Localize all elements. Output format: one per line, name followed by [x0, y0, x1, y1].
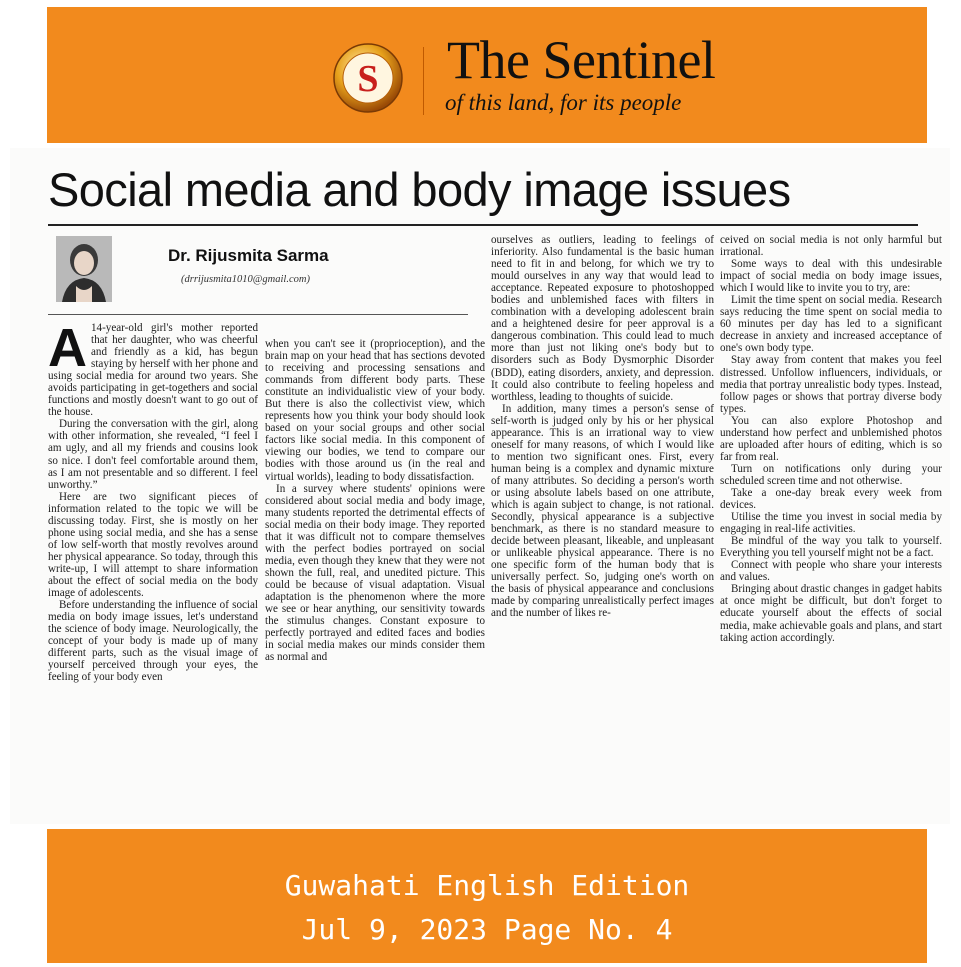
- article-column-3: [491, 234, 714, 820]
- logo-divider: [423, 47, 424, 115]
- masthead-title: The Sentinel: [447, 30, 716, 90]
- drop-cap: A: [48, 322, 87, 378]
- author-photo: [56, 236, 112, 302]
- article-paragraph: Here are two significant pieces of information related to the topic we will be discussing today. First, she is mostly on her phone using social media, and she has a sense of low self-worth that mostly revolves around her physical appearance. So today, through this write-up, I will attempt to share information about the effect of social media on the body image of adolescents.: [48, 490, 258, 600]
- byline: [48, 232, 458, 312]
- article-paragraph: A 14-year-old girl's mother reported that her daughter, who was cheerful and friendly as a kid, has begun staying by herself with her phone and using social media for around two years. She avoids participating in get-togethers and social functions and mostly doesn't want to go out of the house.: [48, 322, 258, 419]
- article-paragraph: Turn on notifications only during your scheduled screen time and not otherwise.: [720, 462, 942, 487]
- article-paragraph: Bringing about drastic changes in gadget habits at once might be difficult, but don't forget to educate yourself about the effects of social media, make achievable goals and plans, and start taking action accordingly.: [720, 583, 942, 644]
- article-paragraph: You can also explore Photoshop and understand how perfect and unblemished photos are uploaded after hours of editing, which is so far from real.: [720, 414, 942, 463]
- article-paragraph: ceived on social media is not only harmful but irrational.: [720, 234, 942, 259]
- article-paragraph: Be mindful of the way you talk to yourself. Everything you tell yourself might not be a fact.: [720, 535, 942, 560]
- article-column-1: [48, 322, 258, 820]
- edition-banner: [47, 829, 927, 963]
- headline-rule: [48, 224, 918, 226]
- author-name: Dr. Rijusmita Sarma: [168, 246, 329, 265]
- masthead-banner: [47, 7, 927, 143]
- masthead-tagline: of this land, for its people: [445, 90, 682, 115]
- article-paragraph: Utilise the time you invest in social media by engaging in real-life activities.: [720, 511, 942, 536]
- article-paragraph: Limit the time spent on social media. Research says reducing the time spent on social media to 60 minutes per day has led to a significant decrease in anxiety and increased acceptance of one's own body type.: [720, 294, 942, 355]
- article-paragraph: Connect with people who share your interests and values.: [720, 559, 942, 584]
- sentinel-logo-icon: [332, 42, 404, 114]
- byline-rule: [48, 314, 468, 315]
- article-clipping: [10, 148, 950, 824]
- article-paragraph: ourselves as outliers, leading to feelings of inferiority. Also fundamental is the basic human need to fit in and belong, for which we try to mould ourselves in any way that would lead to acceptance. Repeated exposure to photoshopped bodies and unblemished faces with filters in combination with a developing adolescent brain and a heightened desire for peer approval is a dangerous combination. This could lead to much more than just not liking one's body but to disorders such as Body Dysmorphic Disorder (BDD), eating disorders, anxiety, and depression. It could also contribute to feeling hopeless and worthless, leading to thoughts of suicide.: [491, 234, 714, 403]
- edition-date-page: Jul 9, 2023 Page No. 4: [301, 913, 673, 946]
- edition-name: Guwahati English Edition: [284, 869, 690, 902]
- article-headline: Social media and body image issues: [48, 163, 791, 216]
- logo-letter: S: [357, 58, 379, 100]
- article-paragraph: Take a one-day break every week from devices.: [720, 486, 942, 512]
- article-paragraph: During the conversation with the girl, along with other information, she revealed, “I feel I am ugly, and all my friends and cousins look so nice. I don't feel comfortable around them, as I am not presentable and so different. I feel unworthy.”: [48, 418, 258, 491]
- article-paragraph: In a survey where students' opinions were considered about social media and body image, many students reported the detrimental effects of social media on their body image. They reported that it was difficult not to compare themselves with the perfect bodies portrayed on social media, even though they knew that they were not shown the full, real, and unedited picture. This could be because of visual adaptation. Visual adaptation is the phenomenon where the more we see or hear anything, our sensitivity towards the stimulus changes. Constant exposure to perfectly portrayed and edited faces and bodies in social media makes our minds consider them as normal and: [265, 482, 485, 664]
- author-email: (drrijusmita1010@gmail.com): [181, 274, 310, 285]
- article-paragraph: In addition, many times a person's sense of self-worth is judged only by his or her physical appearance. This is an irrational way to view oneself for many reasons, of which I would like to mention two significant ones. First, every human being is a complex and dynamic mixture of many attributes. So deciding a person's worth or using absolute labels based on one attribute, which is again subject to change, is not rational. Secondly, physical appearance is a subjective benchmark, as there is no standard measure to decide between pleasant, likeable, and unpleasant or unlikeable physical appearance. There is no one specific form of the human body that is universally perfect. So, judging one's worth on the basis of physical appearance and conclusions made by comparing unrealistically perfect images and the number of likes re-: [491, 402, 714, 620]
- article-column-2: [265, 338, 485, 820]
- article-paragraph: Stay away from content that makes you feel distressed. Unfollow influencers, individuals, or media that portray unrealistic body types. Instead, follow pages or shows that portray diverse body types.: [720, 354, 942, 415]
- article-paragraph: Some ways to deal with this undesirable impact of social media on body image issues, which I would like to invite you to try, are:: [720, 258, 942, 295]
- article-paragraph: Before understanding the influence of social media on body image issues, let's understand the science of body image. Neurologically, the concept of your body is made up of many different parts, such as the visual image of yourself perceived through your eyes, the feeling of your body even: [48, 599, 258, 684]
- article-column-4: [720, 234, 942, 820]
- article-paragraph: when you can't see it (proprioception), and the brain map on your head that has sections devoted to receiving and processing sensations and commands from different body parts. These constitute an individualistic view of your body. But there is also the collectivist view, which represents how you think your body should look based on your social groups and other social factors like social media. In this component of viewing our bodies, we tend to compare our bodies with those around us (in the real and virtual worlds), leading to body dissatisfaction.: [265, 338, 485, 483]
